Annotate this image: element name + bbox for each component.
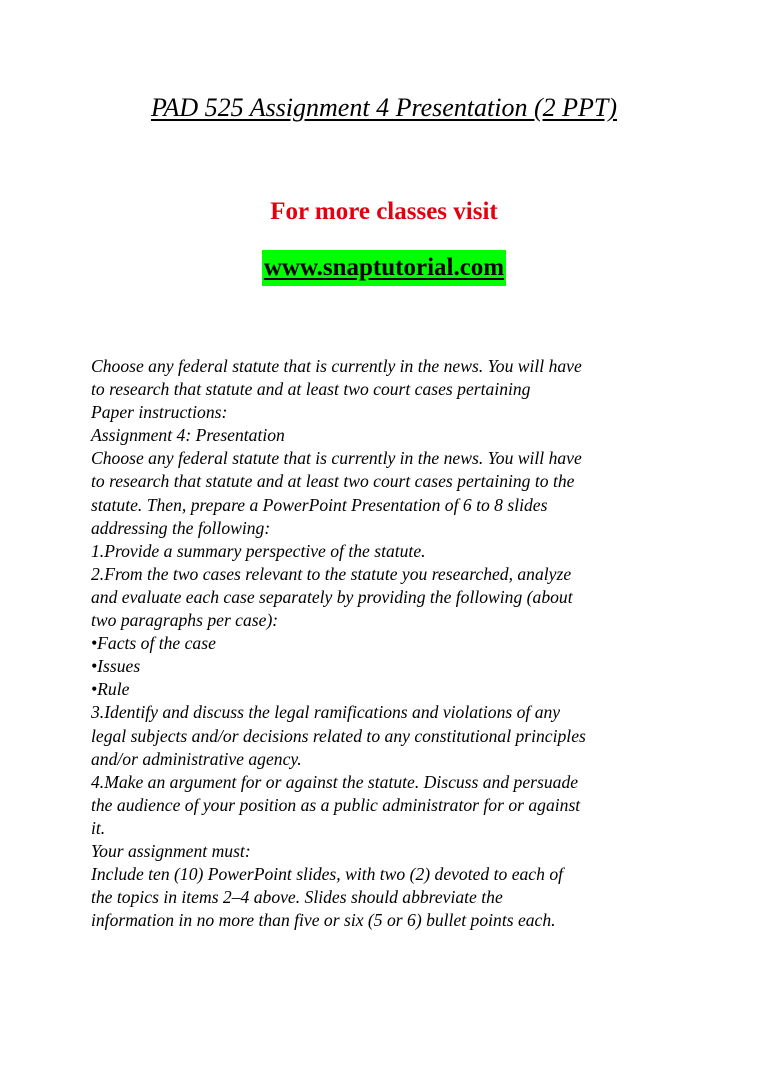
page-title: PAD 525 Assignment 4 Presentation (2 PPT) bbox=[150, 93, 618, 122]
assignment-body bbox=[91, 355, 691, 932]
body-line: 3.Identify and discuss the legal ramifications and violations of any bbox=[91, 702, 561, 723]
body-line: legal subjects and/or decisions related to any constitutional principles bbox=[91, 725, 586, 746]
body-line: to research that statute and at least two court cases pertaining bbox=[91, 379, 531, 400]
body-line: and evaluate each case separately by providing the following (about bbox=[91, 586, 573, 607]
body-line: 1.Provide a summary perspective of the statute. bbox=[91, 540, 426, 561]
body-line: and/or administrative agency. bbox=[91, 748, 302, 769]
body-line: Include ten (10) PowerPoint slides, with two (2) devoted to each of bbox=[91, 864, 563, 885]
body-line: statute. Then, prepare a PowerPoint Presentation of 6 to 8 slides bbox=[91, 494, 548, 515]
body-line: Paper instructions: bbox=[91, 402, 228, 423]
body-line: Assignment 4: Presentation bbox=[91, 425, 285, 446]
body-line: it. bbox=[91, 817, 106, 838]
body-line: the topics in items 2–4 above. Slides should abbreviate the bbox=[91, 887, 503, 908]
bullet-item: •Issues bbox=[91, 656, 141, 677]
bullet-item: •Facts of the case bbox=[91, 633, 216, 654]
bullet-item: •Rule bbox=[91, 679, 130, 700]
body-line: Choose any federal statute that is currently in the news. You will have bbox=[91, 356, 582, 376]
body-line: two paragraphs per case): bbox=[91, 610, 279, 631]
website-link[interactable]: www.snaptutorial.com bbox=[262, 250, 506, 286]
body-line: to research that statute and at least two court cases pertaining to the bbox=[91, 471, 575, 492]
body-line: 2.From the two cases relevant to the statute you researched, analyze bbox=[91, 563, 572, 584]
body-line: Choose any federal statute that is currently in the news. You will have bbox=[91, 448, 582, 469]
body-line: information in no more than five or six (5 or 6) bullet points each. bbox=[91, 910, 556, 931]
body-line: the audience of your position as a public administrator for or against bbox=[91, 794, 581, 815]
promo-text: For more classes visit bbox=[270, 198, 498, 225]
body-line: 4.Make an argument for or against the statute. Discuss and persuade bbox=[91, 771, 579, 792]
body-line: addressing the following: bbox=[91, 517, 271, 538]
body-line: Your assignment must: bbox=[91, 840, 251, 861]
promo-link-container bbox=[0, 250, 768, 286]
